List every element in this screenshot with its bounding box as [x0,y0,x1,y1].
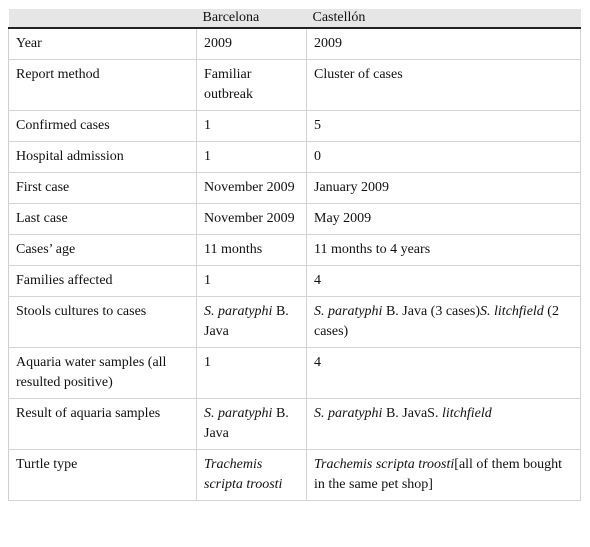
row-label: Hospital admission [9,142,197,173]
row-label: Confirmed cases [9,111,197,142]
species-name: Trachemis scripta troosti [314,457,455,472]
row-label: Year [9,28,197,60]
table-row [9,297,581,348]
serovar-text: B. Java [204,304,289,339]
castellon-cell: 2009 [307,28,581,60]
barcelona-cell: 1 [197,266,307,297]
serovar-text: B. Java [204,406,289,441]
barcelona-cell: 1 [197,111,307,142]
table-row [9,28,581,60]
castellon-cell: 4 [307,266,581,297]
castellon-cell [307,297,581,348]
species-name: S. litchfield [480,304,544,319]
table-body [9,28,581,501]
note-text: [all of them bought in the same pet shop] [314,457,562,492]
row-label: Cases’ age [9,235,197,266]
row-label: Families affected [9,266,197,297]
castellon-cell: 4 [307,348,581,399]
castellon-cell: 0 [307,142,581,173]
header-cell-barcelona: Barcelona [197,9,307,28]
table-row [9,399,581,450]
row-label: Result of aquaria samples [9,399,197,450]
castellon-cell: 11 months to 4 years [307,235,581,266]
table-row [9,450,581,501]
table-row [9,60,581,111]
species-name: S. paratyphi [204,406,273,421]
castellon-cell [307,450,581,501]
row-label: Turtle type [9,450,197,501]
serovar-text: B. JavaS. [382,406,442,421]
barcelona-cell: 2009 [197,28,307,60]
castellon-cell: 5 [307,111,581,142]
table-row [9,266,581,297]
barcelona-cell [197,450,307,501]
count-text: (2 cases) [314,304,559,339]
castellon-cell [307,399,581,450]
barcelona-cell: 1 [197,348,307,399]
species-name: S. paratyphi [204,304,273,319]
castellon-cell: January 2009 [307,173,581,204]
row-label: Report method [9,60,197,111]
barcelona-cell: 11 months [197,235,307,266]
species-name: S. paratyphi [314,304,383,319]
barcelona-cell: November 2009 [197,204,307,235]
species-name: Trachemis scripta troosti [204,457,283,492]
header-cell-empty [9,9,197,28]
table-row [9,142,581,173]
serovar-text: B. Java (3 cases) [382,304,481,319]
row-label: Aquaria water samples (all resulted positive) [9,348,197,399]
table-header [9,9,581,28]
row-label: Stools cultures to cases [9,297,197,348]
barcelona-cell: November 2009 [197,173,307,204]
castellon-cell: May 2009 [307,204,581,235]
row-label: Last case [9,204,197,235]
table-row [9,348,581,399]
barcelona-cell: 1 [197,142,307,173]
table-row [9,204,581,235]
table-row [9,173,581,204]
table-row [9,111,581,142]
data-table [8,9,581,501]
castellon-cell: Cluster of cases [307,60,581,111]
header-row [9,9,581,28]
row-label: First case [9,173,197,204]
table-row [9,235,581,266]
species-name: litchfield [441,406,492,421]
barcelona-cell [197,399,307,450]
species-name: S. paratyphi [314,406,383,421]
header-cell-castellon: Castellón [307,9,581,28]
barcelona-cell [197,297,307,348]
barcelona-cell: Familiar outbreak [197,60,307,111]
